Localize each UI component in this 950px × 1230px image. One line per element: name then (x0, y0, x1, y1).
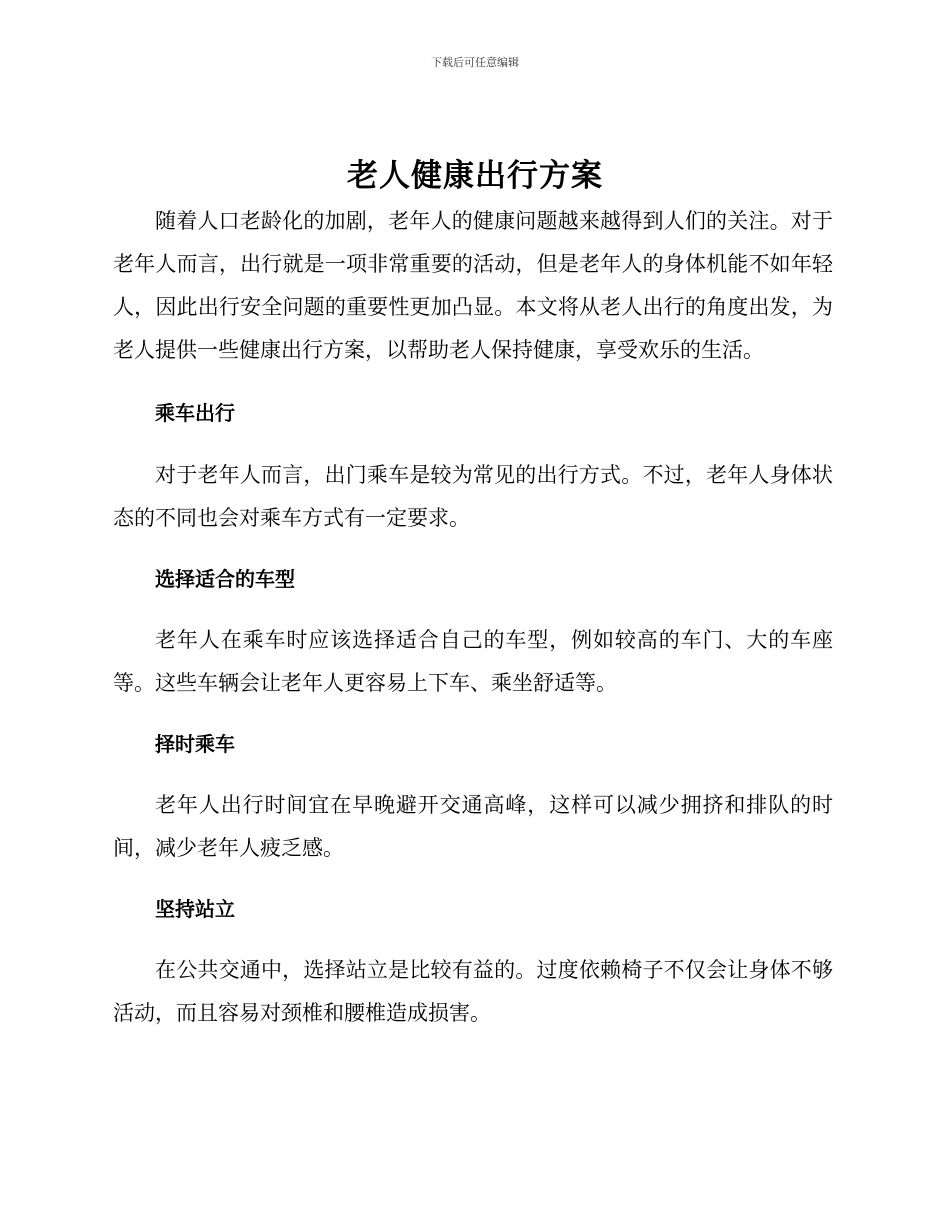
section-heading: 择时乘车 (155, 732, 235, 756)
section-paragraph: 老年人出行时间宜在早晚避开交通高峰，这样可以减少拥挤和排队的时间，减少老年人疲乏感。 (113, 793, 833, 860)
document-title: 老人健康出行方案 (347, 158, 603, 194)
document-body (113, 200, 833, 1035)
header-note: 下载后可任意编辑 (431, 56, 519, 69)
section-paragraph: 对于老年人而言，出门乘车是较为常见的出行方式。不过，老年人身体状态的不同也会对乘车方式有一定要求。 (113, 463, 833, 530)
intro-paragraph: 随着人口老龄化的加剧，老年人的健康问题越来越得到人们的关注。对于老年人而言，出行就是一项非常重要的活动，但是老年人的身体机能不如年轻人，因此出行安全问题的重要性更加凸显。本文将从老人出行的角度出发，为老人提供一些健康出行方案，以帮助老人保持健康，享受欢乐的生活。 (113, 209, 833, 362)
section-heading: 坚持站立 (155, 897, 235, 921)
section-paragraph: 在公共交通中，选择站立是比较有益的。过度依赖椅子不仅会让身体不够活动，而且容易对颈椎和腰椎造成损害。 (113, 958, 833, 1025)
section-paragraph: 老年人在乘车时应该选择适合自己的车型，例如较高的车门、大的车座等。这些车辆会让老年人更容易上下车、乘坐舒适等。 (113, 628, 833, 695)
section-heading: 乘车出行 (155, 401, 235, 425)
section-heading: 选择适合的车型 (155, 567, 295, 591)
